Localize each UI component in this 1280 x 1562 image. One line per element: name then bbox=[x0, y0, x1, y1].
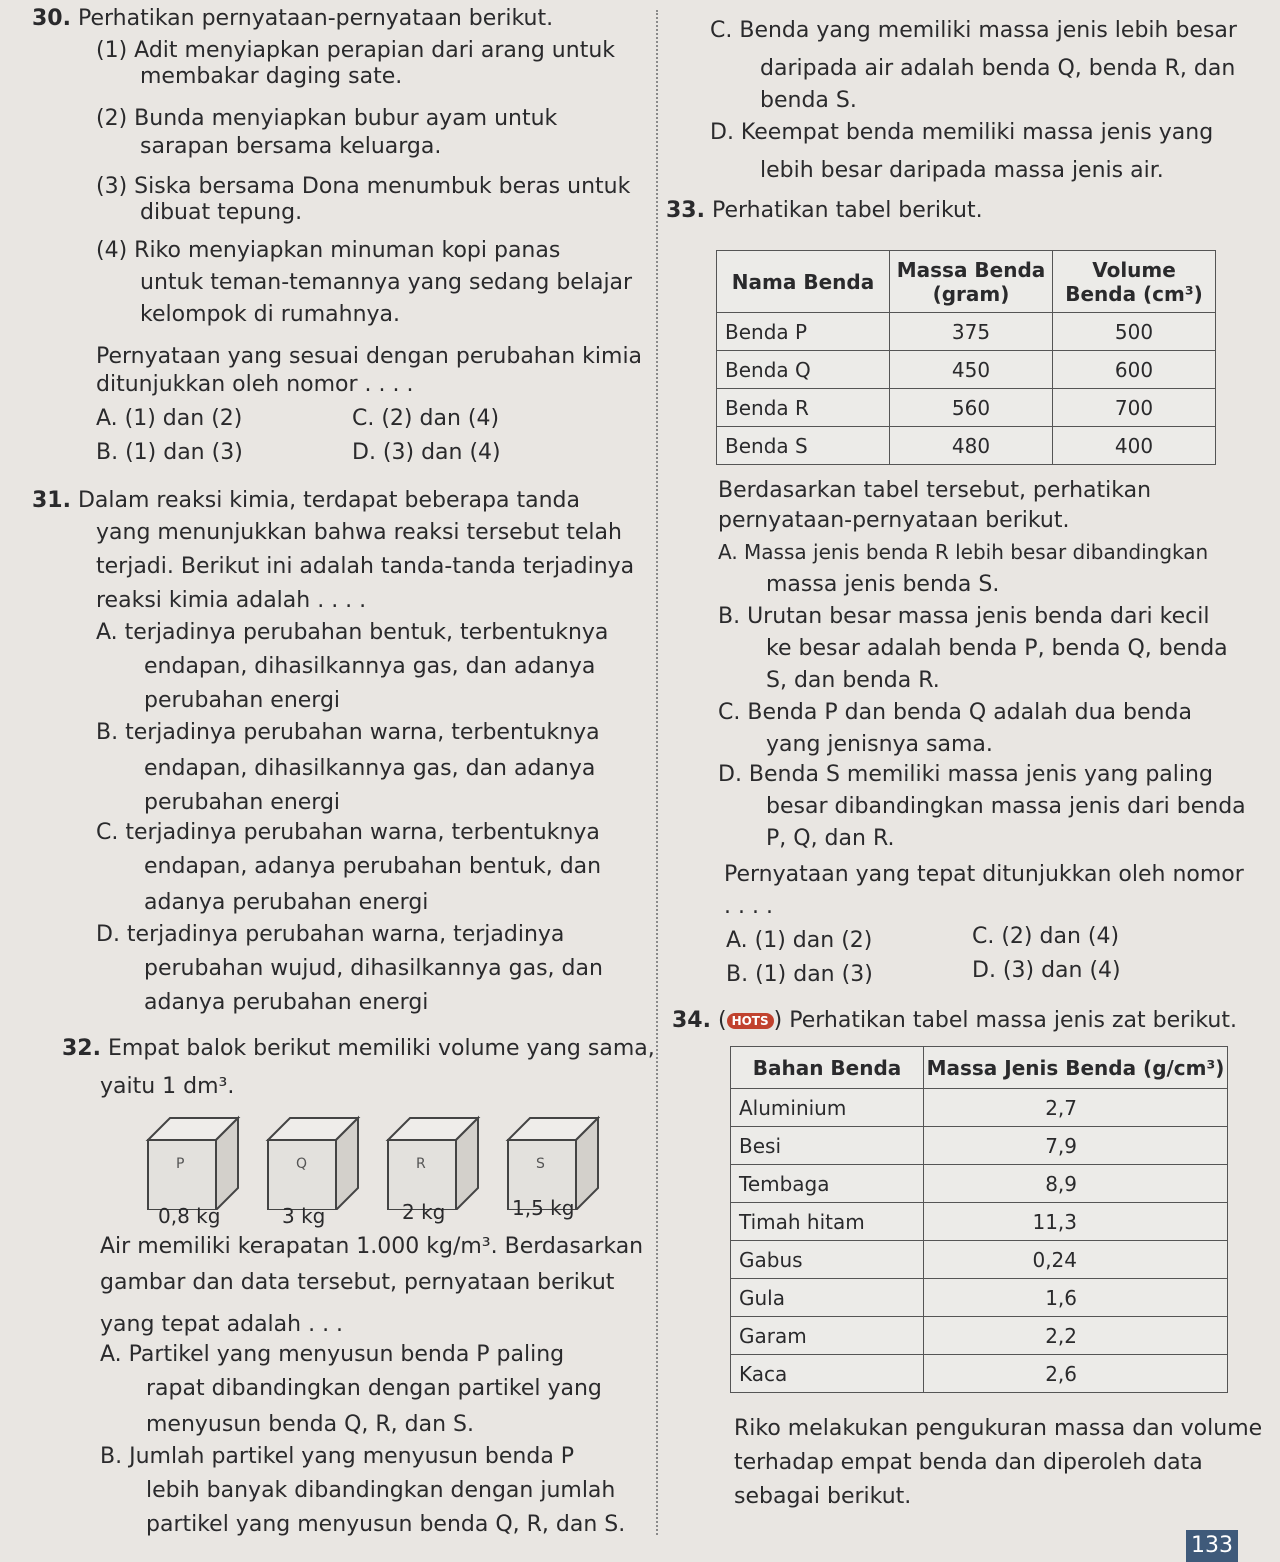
page-number: 133 bbox=[1186, 1530, 1238, 1562]
q34-text-3: sebagai berikut. bbox=[734, 1484, 912, 1509]
cubes-figure bbox=[140, 1110, 600, 1210]
table-row: Benda P 375 500 bbox=[717, 313, 1216, 351]
q32-option-d[interactable]: D. Keempat benda memiliki massa jenis yang bbox=[710, 120, 1214, 145]
q33-option-c[interactable]: C. (2) dan (4) bbox=[972, 924, 1120, 949]
table-row: Besi 7,9 bbox=[731, 1127, 1228, 1165]
q33-text-1: Berdasarkan tabel tersebut, perhatikan bbox=[718, 478, 1152, 503]
q33-statement-d-3: P, Q, dan R. bbox=[766, 826, 895, 851]
table-row: Benda Q 450 600 bbox=[717, 351, 1216, 389]
table-row: Benda S 480 400 bbox=[717, 427, 1216, 465]
q30-item-4-cont: untuk teman-temannya yang sedang belajar bbox=[140, 270, 633, 295]
q31-option-c-3: adanya perubahan energi bbox=[144, 890, 429, 915]
cube-mass-s: 1,5 kg bbox=[512, 1196, 575, 1220]
q33-statement-a-2: massa jenis benda S. bbox=[766, 572, 1000, 597]
q31-option-a[interactable]: A. terjadinya perubahan bentuk, terbentuknya bbox=[96, 620, 609, 645]
q32-option-a-2: rapat dibandingkan dengan partikel yang bbox=[146, 1376, 602, 1401]
q33-statement-b-3: S, dan benda R. bbox=[766, 668, 940, 693]
q30-heading: 30. Perhatikan pernyataan-pernyataan berikut. bbox=[32, 6, 554, 31]
q32-option-b[interactable]: B. Jumlah partikel yang menyusun benda P bbox=[100, 1444, 575, 1469]
q31-option-a-2: endapan, dihasilkannya gas, dan adanya bbox=[144, 654, 596, 679]
q31-heading: 31. Dalam reaksi kimia, terdapat beberapa tanda bbox=[32, 488, 580, 513]
q32-option-c[interactable]: C. Benda yang memiliki massa jenis lebih besar bbox=[710, 18, 1237, 43]
cube-p bbox=[148, 1118, 238, 1210]
q32-text-2: gambar dan data tersebut, pernyataan berikut bbox=[100, 1270, 615, 1295]
cube-label-r: R bbox=[416, 1156, 426, 1172]
q33-header-mass: Massa Benda (gram) bbox=[890, 251, 1053, 313]
q32-text-1: Air memiliki kerapatan 1.000 kg/m³. Berdasarkan bbox=[100, 1234, 644, 1259]
q30-item-1-cont: membakar daging sate. bbox=[140, 64, 403, 89]
q33-statement-c-2: yang jenisnya sama. bbox=[766, 732, 993, 757]
q31-prompt-2: yang menunjukkan bahwa reaksi tersebut telah bbox=[96, 520, 622, 545]
q30-item-1: (1) Adit menyiapkan perapian dari arang untuk bbox=[96, 38, 615, 63]
q34-header-density: Massa Jenis Benda (g/cm³) bbox=[924, 1047, 1228, 1089]
q33-statement-d-2: besar dibandingkan massa jenis dari benda bbox=[766, 794, 1246, 819]
q31-option-d-3: adanya perubahan energi bbox=[144, 990, 429, 1015]
q30-option-c[interactable]: C. (2) dan (4) bbox=[352, 406, 500, 431]
cube-label-p: P bbox=[176, 1156, 185, 1172]
q33-statement-a: A. Massa jenis benda R lebih besar dibandingkan bbox=[718, 540, 1209, 564]
table-row: Tembaga 8,9 bbox=[731, 1165, 1228, 1203]
q32-option-a[interactable]: A. Partikel yang menyusun benda P paling bbox=[100, 1342, 565, 1367]
q34-header-material: Bahan Benda bbox=[731, 1047, 924, 1089]
q32-option-b-3: partikel yang menyusun benda Q, R, dan S. bbox=[146, 1512, 626, 1537]
q34-text-1: Riko melakukan pengukuran massa dan volume bbox=[734, 1416, 1263, 1441]
q33-question: Pernyataan yang tepat ditunjukkan oleh nomor bbox=[724, 862, 1244, 887]
q33-question-2: . . . . bbox=[724, 894, 773, 919]
column-divider bbox=[656, 10, 658, 1535]
hots-badge: HOTS bbox=[727, 1013, 774, 1029]
table-row: Gula 1,6 bbox=[731, 1279, 1228, 1317]
q33-option-a[interactable]: A. (1) dan (2) bbox=[726, 928, 873, 953]
q32-heading: 32. Empat balok berikut memiliki volume yang sama, bbox=[62, 1036, 655, 1061]
q30-question: Pernyataan yang sesuai dengan perubahan kimia bbox=[96, 344, 643, 369]
q30-item-2-cont: sarapan bersama keluarga. bbox=[140, 134, 442, 159]
table-row: Aluminium 2,7 bbox=[731, 1089, 1228, 1127]
q33-option-b[interactable]: B. (1) dan (3) bbox=[726, 962, 873, 987]
q30-question-cont: ditunjukkan oleh nomor . . . . bbox=[96, 372, 414, 397]
q32-option-b-2: lebih banyak dibandingkan dengan jumlah bbox=[146, 1478, 616, 1503]
q33-table bbox=[716, 250, 1216, 465]
table-row: Garam 2,2 bbox=[731, 1317, 1228, 1355]
q33-statement-b: B. Urutan besar massa jenis benda dari kecil bbox=[718, 604, 1210, 629]
q31-option-d[interactable]: D. terjadinya perubahan warna, terjadinya bbox=[96, 922, 565, 947]
table-row: Timah hitam 11,3 bbox=[731, 1203, 1228, 1241]
q33-header-name: Nama Benda bbox=[717, 251, 890, 313]
q32-text-3: yang tepat adalah . . . bbox=[100, 1312, 344, 1337]
q31-option-c-2: endapan, adanya perubahan bentuk, dan bbox=[144, 854, 602, 879]
q30-option-a[interactable]: A. (1) dan (2) bbox=[96, 406, 243, 431]
q33-option-d[interactable]: D. (3) dan (4) bbox=[972, 958, 1121, 983]
q31-option-d-2: perubahan wujud, dihasilkannya gas, dan bbox=[144, 956, 603, 981]
table-row: Gabus 0,24 bbox=[731, 1241, 1228, 1279]
q32-option-a-3: menyusun benda Q, R, dan S. bbox=[146, 1412, 475, 1437]
q31-option-c[interactable]: C. terjadinya perubahan warna, terbentuknya bbox=[96, 820, 600, 845]
cube-label-q: Q bbox=[296, 1156, 308, 1172]
q32-option-c-2: daripada air adalah benda Q, benda R, dan bbox=[760, 56, 1236, 81]
q30-item-4-cont2: kelompok di rumahnya. bbox=[140, 302, 401, 327]
q32-option-c-3: benda S. bbox=[760, 88, 857, 113]
q30-item-4: (4) Riko menyiapkan minuman kopi panas bbox=[96, 238, 561, 263]
q31-option-b-2: endapan, dihasilkannya gas, dan adanya bbox=[144, 756, 596, 781]
q34-heading: 34. ( HOTS ) Perhatikan tabel massa jenis zat berikut. bbox=[672, 1008, 1237, 1033]
q33-statement-b-2: ke besar adalah benda P, benda Q, benda bbox=[766, 636, 1228, 661]
cube-q bbox=[268, 1118, 358, 1210]
q33-text-2: pernyataan-pernyataan berikut. bbox=[718, 508, 1070, 533]
q31-option-a-3: perubahan energi bbox=[144, 688, 341, 713]
q30-item-2: (2) Bunda menyiapkan bubur ayam untuk bbox=[96, 106, 558, 131]
cube-mass-p: 0,8 kg bbox=[158, 1204, 221, 1228]
cube-mass-r: 2 kg bbox=[402, 1200, 446, 1224]
q32-option-d-2: lebih besar daripada massa jenis air. bbox=[760, 158, 1164, 183]
q30-option-b[interactable]: B. (1) dan (3) bbox=[96, 440, 243, 465]
q33-statement-c: C. Benda P dan benda Q adalah dua benda bbox=[718, 700, 1192, 725]
q31-prompt-3: terjadi. Berikut ini adalah tanda-tanda terjadinya bbox=[96, 554, 635, 579]
q31-option-b-3: perubahan energi bbox=[144, 790, 341, 815]
q31-prompt-4: reaksi kimia adalah . . . . bbox=[96, 588, 367, 613]
q30-item-3: (3) Siska bersama Dona menumbuk beras untuk bbox=[96, 174, 631, 199]
q32-prompt-2: yaitu 1 dm³. bbox=[100, 1074, 235, 1099]
q34-text-2: terhadap empat benda dan diperoleh data bbox=[734, 1450, 1203, 1475]
cube-mass-q: 3 kg bbox=[282, 1204, 326, 1228]
table-row: Benda R 560 700 bbox=[717, 389, 1216, 427]
q33-header-volume: Volume Benda (cm³) bbox=[1053, 251, 1216, 313]
q30-item-3-cont: dibuat tepung. bbox=[140, 200, 303, 225]
q30-option-d[interactable]: D. (3) dan (4) bbox=[352, 440, 501, 465]
table-row: Kaca 2,6 bbox=[731, 1355, 1228, 1393]
q33-statement-d: D. Benda S memiliki massa jenis yang paling bbox=[718, 762, 1213, 787]
cube-r bbox=[388, 1118, 478, 1210]
q33-heading: 33. Perhatikan tabel berikut. bbox=[666, 198, 983, 223]
q31-option-b[interactable]: B. terjadinya perubahan warna, terbentuknya bbox=[96, 720, 600, 745]
q34-table bbox=[730, 1046, 1228, 1393]
cube-label-s: S bbox=[536, 1156, 545, 1172]
